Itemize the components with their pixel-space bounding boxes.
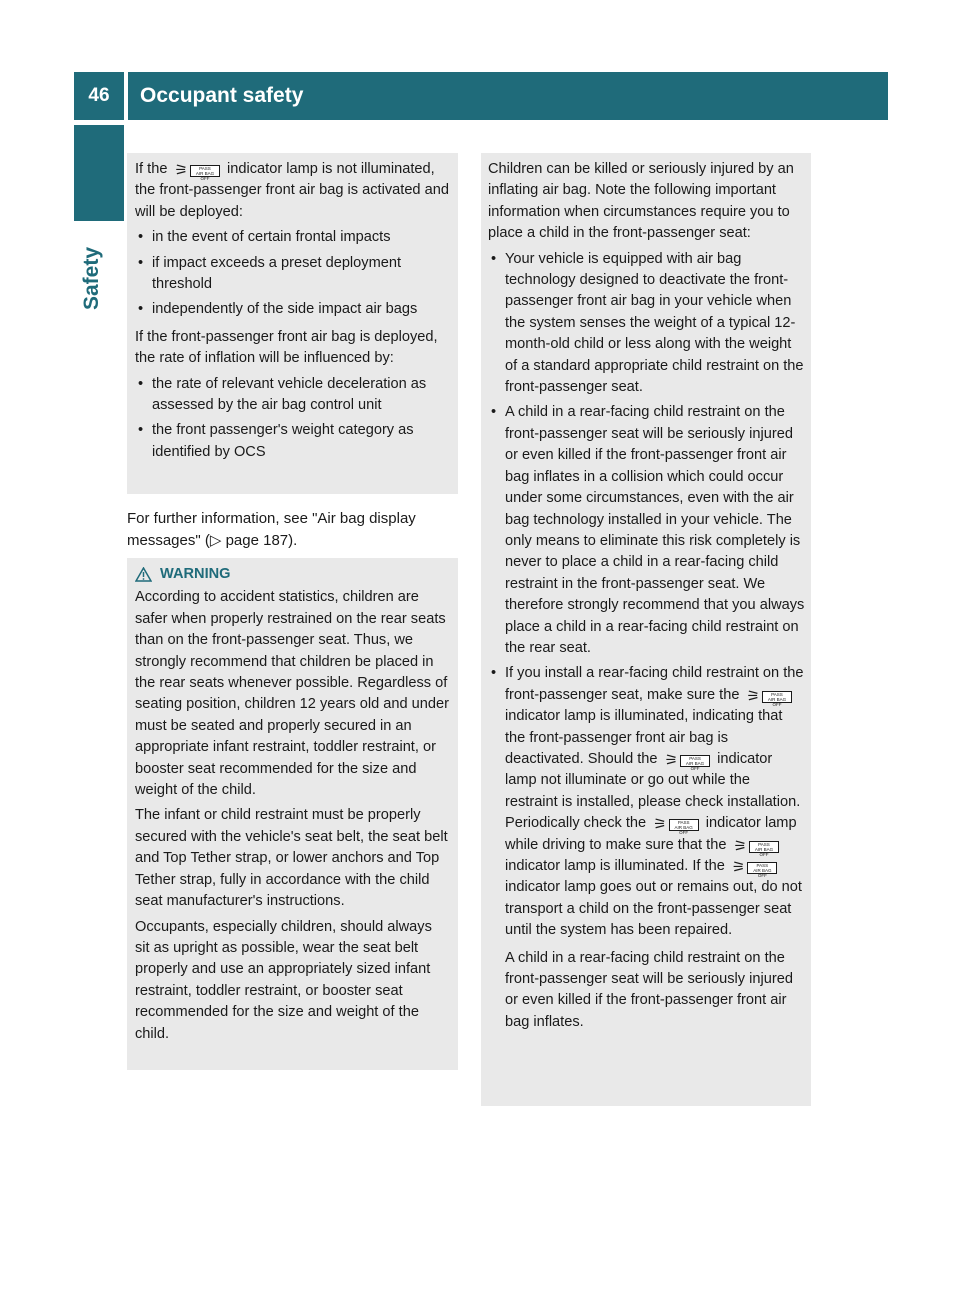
info-box-activation bbox=[127, 153, 458, 494]
list-item: • independently of the side impact air bags bbox=[138, 301, 418, 318]
warning-paragraph: The infant or child restraint must be properly secured with the vehicle's seat belt, the seat belt and Top Tether strap, or lower anchors and Top Tether strap, fully in accordance with the child seat manufacturer's instructions. bbox=[135, 807, 448, 910]
pass-air-bag-off-indicator-icon: ⚞ PASS AIR BAG OFF bbox=[653, 818, 698, 832]
section-marker bbox=[74, 125, 124, 221]
page-ref-arrow-icon: ▷ bbox=[209, 532, 222, 549]
warning-triangle-icon bbox=[135, 567, 152, 582]
child-seat-list bbox=[488, 249, 805, 942]
pass-air-bag-off-indicator-icon: ⚞ PASS AIR BAG OFF bbox=[732, 861, 777, 875]
warning-paragraph: Occupants, especially children, should always sit as upright as possible, wear the seat belt properly and use an appropriately sized infant restraint, toddler restraint, or booster seat recommended for the size and weight of the child. bbox=[135, 918, 432, 1042]
inflation-list bbox=[135, 374, 450, 464]
list-item: • in the event of certain frontal impacts bbox=[138, 229, 391, 246]
warning-box bbox=[127, 558, 458, 1070]
list-item: • the rate of relevant vehicle deceleration as assessed by the air bag control unit bbox=[138, 375, 427, 414]
page-title: Occupant safety bbox=[128, 72, 888, 120]
pass-air-bag-off-indicator-icon: ⚞ PASS AIR BAG OFF bbox=[175, 164, 220, 178]
pass-air-bag-off-indicator-icon: ⚞ PASS AIR BAG OFF bbox=[734, 840, 779, 854]
pass-air-bag-off-indicator-icon: ⚞ PASS AIR BAG OFF bbox=[747, 690, 792, 704]
activation-intro: If the ⚞ PASS AIR BAG OFF indicator lamp is not illuminated, the front-passenger front air bag is activated and will be deployed: bbox=[135, 161, 449, 220]
child-seat-intro: Children can be killed or seriously injured by an inflating air bag. Note the following important information when circumstances require you to place a child in the front-passenger seat: bbox=[488, 161, 794, 242]
page-number: 46 bbox=[74, 72, 124, 120]
list-item: • A child in a rear-facing child restraint on the front-passenger seat will be seriously injured or even killed if the front-passenger front air bag inflates in a collision which could occur under some circumstances, even with the air bag technology installed in your vehicle. The only means to eliminate this risk completely is never to place a child in a rear-facing child restraint in the front-passenger seat. We therefore strongly recommend that you always place a child in a rear-facing child restraint on the rear seat. bbox=[491, 404, 805, 656]
deployment-list bbox=[135, 227, 450, 321]
section-label: Safety bbox=[80, 246, 103, 310]
list-item: • Your vehicle is equipped with air bag technology designed to deactivate the front-passenger front air bag in your vehicle when the system senses the weight of a typical 12-month-old child or less along with the weight of a standard appropriate child restraint on the front-passenger seat. bbox=[491, 250, 804, 396]
warning-heading: WARNING bbox=[135, 564, 450, 585]
inflation-intro: If the front-passenger front air bag is deployed, the rate of inflation will be influenced by: bbox=[135, 328, 438, 367]
pass-air-bag-off-indicator-icon: ⚞ PASS AIR BAG OFF bbox=[665, 754, 710, 768]
list-item: • the front passenger's weight category as identified by OCS bbox=[138, 422, 414, 460]
warning-paragraph: According to accident statistics, children are safer when properly restrained on the rear seats than on the front-passenger seat. Thus, we strongly recommend that children be placed in the rear seats whenever possible. Regardless of seating position, children 12 years old and under must be seated and properly secured in an appropriate infant restraint, toddler restraint, or booster seat recommended for the size and weight of the child. bbox=[135, 589, 449, 799]
closing-warning: A child in a rear-facing child restraint on the front-passenger seat will be seriously injured or even killed if the front-passenger front air bag inflates. bbox=[505, 949, 793, 1030]
further-info: For further information, see "Air bag display messages" (▷ page 187). bbox=[127, 510, 416, 549]
list-item: • if impact exceeds a preset deployment threshold bbox=[138, 254, 402, 293]
info-box-child-seat bbox=[481, 153, 811, 1106]
list-item: • If you install a rear-facing child restraint on the front-passenger seat, make sure the ⚞ PASS AIR BAG OFF indicator lamp is illuminated, indicating that the front-passenger front air bag is deactivated. Should the ⚞ PASS AIR BAG OFF indicator lamp not illuminate or go out while the restraint is installed, please check installation. Periodically check the ⚞ PASS AIR BAG OFF indicator lamp while driving to make sure that the ⚞ PASS AIR BAG OFF indicator lamp is illuminated. If the ⚞ PASS AIR BAG OFF indicator lamp goes out or remains out, do not transport a child on the front-passenger seat until the system has been repaired. bbox=[491, 665, 804, 939]
